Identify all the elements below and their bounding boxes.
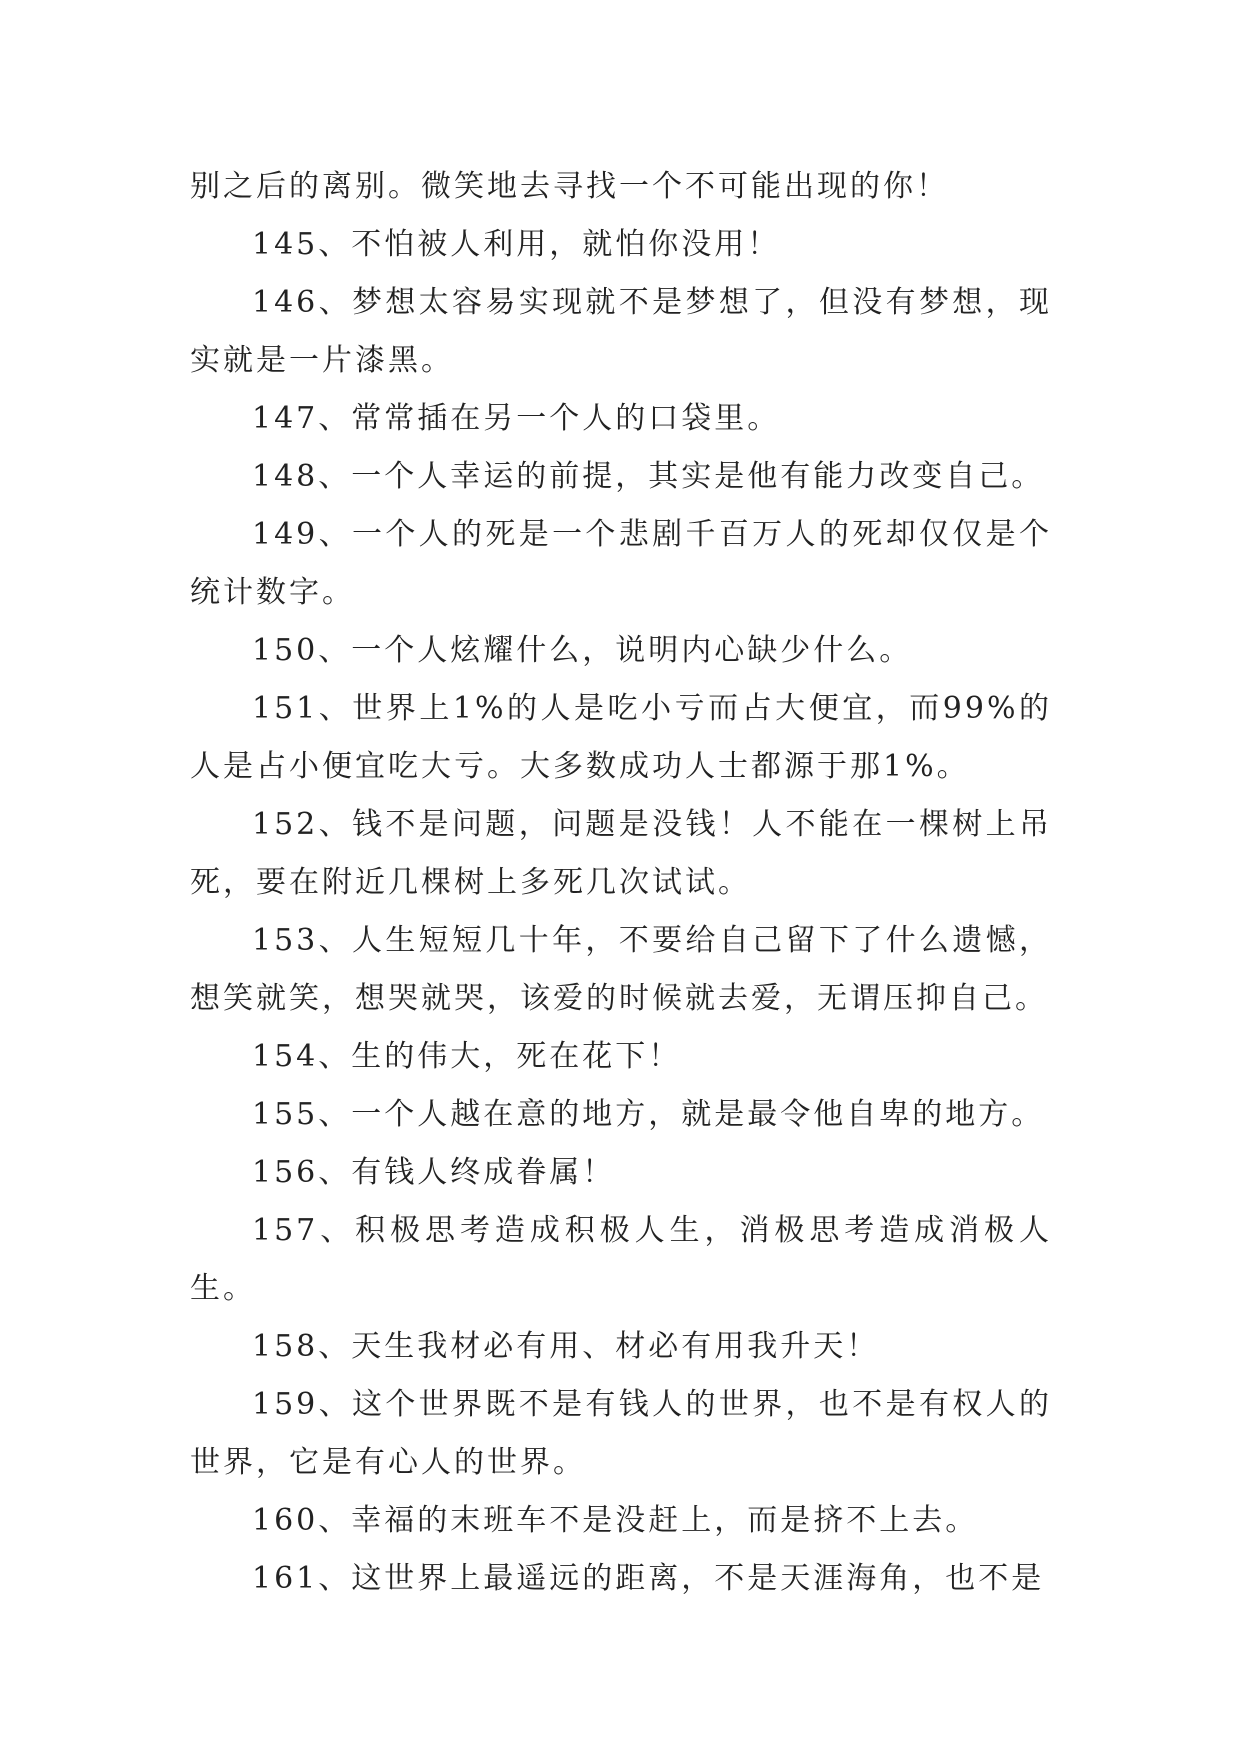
- paragraph-161: 161、这世界上最遥远的距离，不是天涯海角，也不是: [252, 1561, 1045, 1596]
- paragraph-151: 151、世界上1%的人是吃小亏而占大便宜，而99%的人是占小便宜吃大亏。大多数成功人士都源于那1%。: [190, 691, 1052, 784]
- paragraph-150: 150、一个人炫耀什么，说明内心缺少什么。: [252, 633, 913, 668]
- paragraph-146: 146、梦想太容易实现就不是梦想了，但没有梦想，现实就是一片漆黑。: [190, 285, 1052, 378]
- paragraph-156: 156、有钱人终成眷属！: [252, 1155, 616, 1190]
- paragraph-154: 154、生的伟大，死在花下！: [252, 1039, 682, 1074]
- paragraph-155: 155、一个人越在意的地方，就是最令他自卑的地方。: [252, 1097, 1045, 1132]
- document-body: [190, 158, 1052, 1608]
- paragraph-148: 148、一个人幸运的前提，其实是他有能力改变自己。: [252, 459, 1045, 494]
- paragraph-147: 147、常常插在另一个人的口袋里。: [252, 401, 781, 436]
- paragraph-145: 145、不怕被人利用，就怕你没用！: [252, 227, 781, 262]
- paragraph-153: 153、人生短短几十年，不要给自己留下了什么遗憾，想笑就笑，想哭就哭，该爱的时候就去爱，无谓压抑自己。: [190, 923, 1052, 1016]
- paragraph-158: 158、天生我材必有用、材必有用我升天！: [252, 1329, 880, 1364]
- paragraph-159: 159、这个世界既不是有钱人的世界，也不是有权人的世界，它是有心人的世界。: [190, 1387, 1052, 1480]
- paragraph-152: 152、钱不是问题，问题是没钱！人不能在一棵树上吊死，要在附近几棵树上多死几次试试。: [190, 807, 1052, 900]
- paragraph-continuation: 别之后的离别。微笑地去寻找一个不可能出现的你！: [190, 169, 949, 204]
- paragraph-149: 149、一个人的死是一个悲剧千百万人的死却仅仅是个统计数字。: [190, 517, 1052, 610]
- paragraph-160: 160、幸福的末班车不是没赶上，而是挤不上去。: [252, 1503, 979, 1538]
- paragraph-157: 157、积极思考造成积极人生，消极思考造成消极人生。: [190, 1213, 1052, 1306]
